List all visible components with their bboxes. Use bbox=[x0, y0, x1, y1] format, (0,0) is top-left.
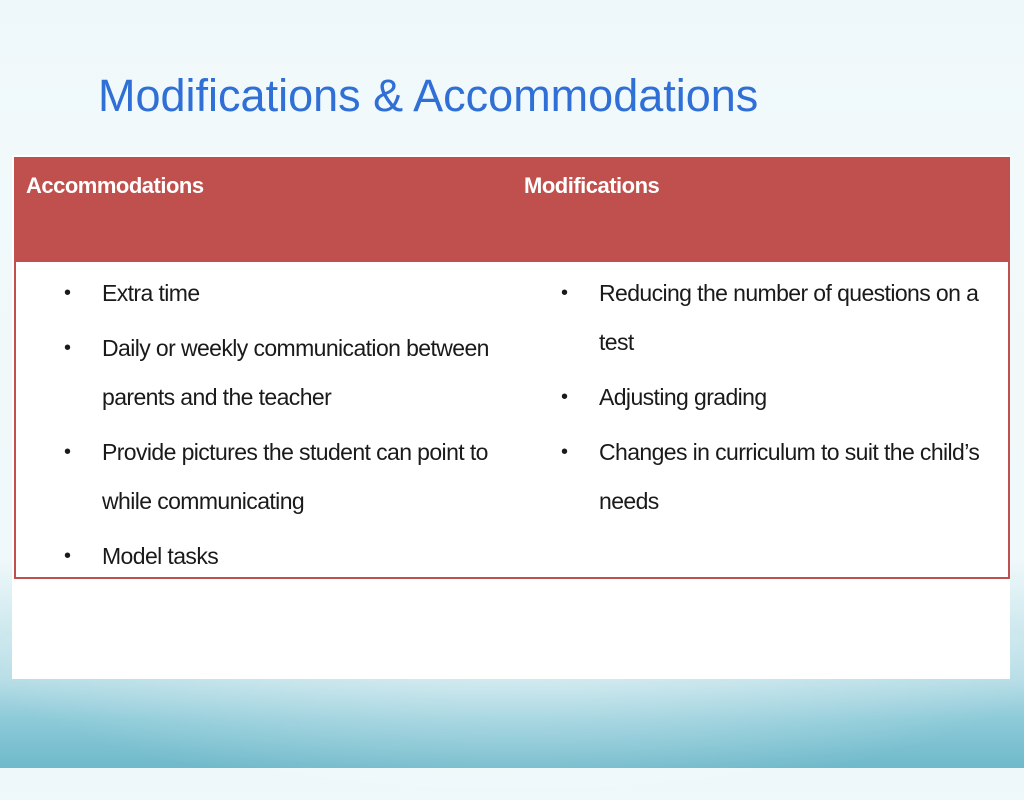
list-item bbox=[557, 269, 987, 367]
bullet-icon: • bbox=[561, 282, 568, 304]
modification-text: Changes in curriculum to suit the child’s needs bbox=[599, 439, 980, 514]
accommodation-text: Provide pictures the student can point to while communicating bbox=[102, 439, 488, 514]
list-item bbox=[557, 428, 987, 526]
list-item bbox=[60, 428, 510, 526]
list-item bbox=[60, 269, 510, 318]
slide-title: Modifications & Accommodations bbox=[98, 70, 759, 121]
list-item bbox=[60, 324, 510, 422]
modification-text: Reducing the number of questions on a test bbox=[599, 280, 979, 355]
accommodation-text: Extra time bbox=[102, 280, 200, 306]
accommodations-header: Accommodations bbox=[26, 173, 204, 198]
modifications-header: Modifications bbox=[524, 173, 660, 198]
bullet-icon: • bbox=[561, 441, 568, 463]
modification-text: Adjusting grading bbox=[599, 384, 767, 410]
bullet-icon: • bbox=[64, 337, 71, 359]
list-item bbox=[557, 373, 987, 422]
bullet-icon: • bbox=[64, 441, 71, 463]
bullet-icon: • bbox=[561, 386, 568, 408]
bullet-icon: • bbox=[64, 282, 71, 304]
comparison-table bbox=[14, 157, 1010, 579]
modifications-list bbox=[557, 269, 987, 532]
accommodation-text: Model tasks bbox=[102, 543, 219, 569]
accommodations-list bbox=[60, 269, 510, 587]
bullet-icon: • bbox=[64, 545, 71, 567]
accommodation-text: Daily or weekly communication between parents and the teacher bbox=[102, 335, 489, 410]
list-item bbox=[60, 532, 510, 581]
table-header-row bbox=[16, 159, 1008, 262]
